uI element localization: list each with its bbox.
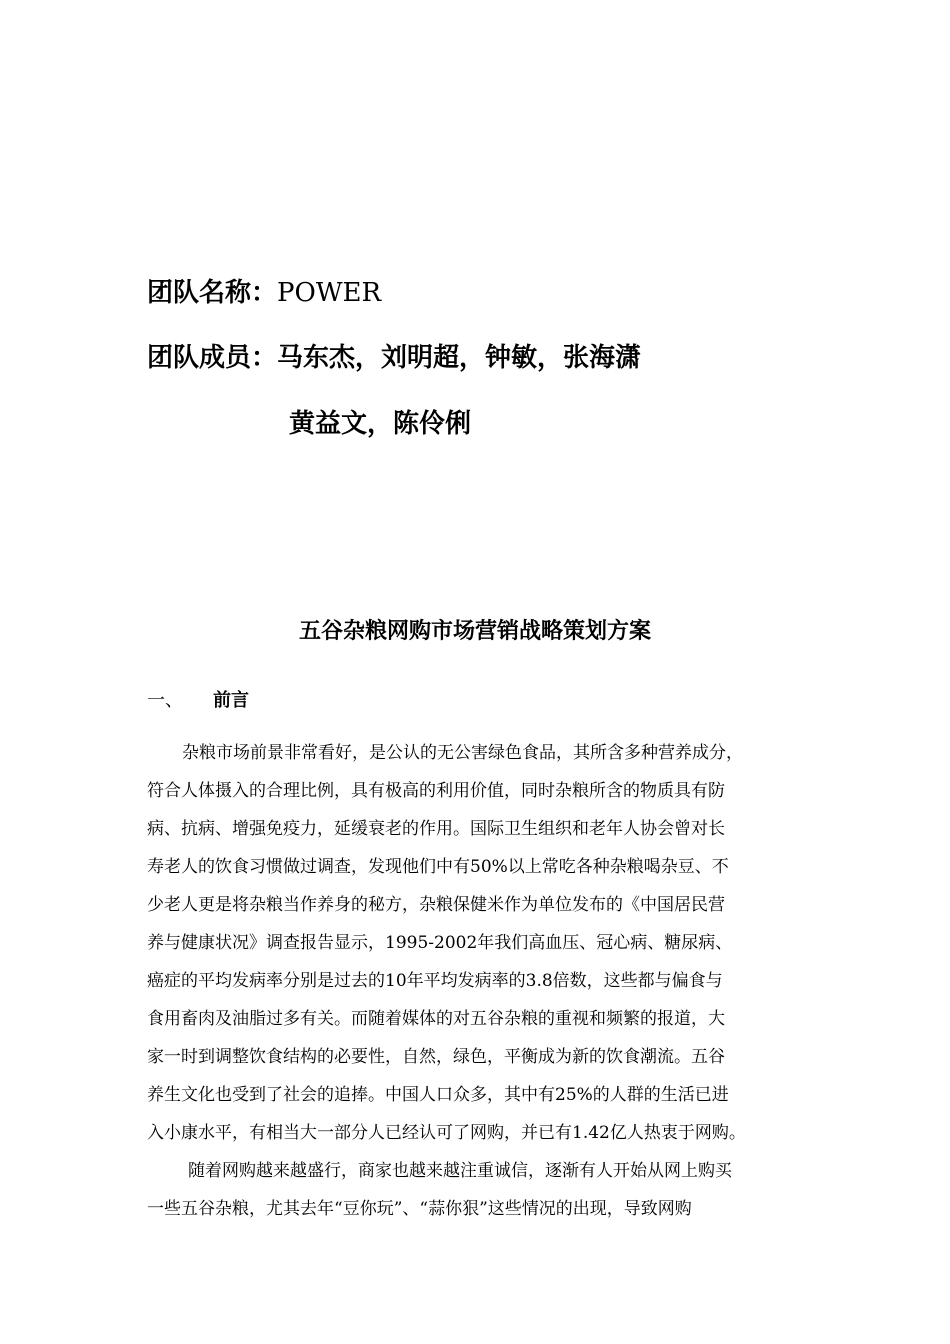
paragraph-line: 一些五谷杂粮，尤其去年“豆你玩”、“蒜你狠”这些情况的出现，导致网购 <box>147 1199 692 1219</box>
paragraph-line: 病、抗病、增强免疫力，延缓衰老的作用。国际卫生组织和老年人协会曾对长 <box>147 819 725 839</box>
paragraph-line: 养与健康状况》调查报告显示，1995-2002年我们高血压、冠心病、糖尿病、 <box>147 933 733 953</box>
team-members-continuation: 黄益文，陈伶俐 <box>289 409 472 439</box>
section-number: 一、 <box>147 690 183 711</box>
team-members-label: 团队成员： <box>147 343 278 373</box>
paragraph-line: 食用畜肉及油脂过多有关。而随着媒体的对五谷杂粮的重视和频繁的报道，大 <box>147 1009 725 1029</box>
paragraph-line: 家一时到调整饮食结构的必要性，自然，绿色，平衡成为新的饮食潮流。五谷 <box>147 1047 725 1067</box>
team-name-value: POWER <box>277 278 382 308</box>
paragraph-line: 符合人体摄入的合理比例，具有极高的利用价值，同时杂粮所含的物质具有防 <box>147 781 725 801</box>
paragraph-line: 养生文化也受到了社会的追捧。中国人口众多，其中有25%的人群的生活已进 <box>147 1085 729 1105</box>
paragraph-line: 癌症的平均发病率分别是过去的10年平均发病率的3.8倍数，这些都与偏食与 <box>147 971 723 991</box>
team-members-line <box>147 342 641 374</box>
section-title: 前言 <box>213 690 249 711</box>
paragraph-line: 随着网购越来越盛行，商家也越来越注重诚信，逐渐有人开始从网上购买 <box>188 1161 732 1181</box>
section-heading-preface <box>147 688 249 714</box>
team-name-label: 团队名称： <box>147 278 278 308</box>
paragraph-line: 寿老人的饮食习惯做过调查，发现他们中有50%以上常吃各种杂粮喝杂豆、不 <box>147 857 729 877</box>
paragraph-line: 少老人更是将杂粮当作养身的秘方，杂粮保健米作为单位发布的《中国居民营 <box>147 895 725 915</box>
team-members-value-1: 马东杰，刘明超，钟敏，张海潇 <box>277 343 642 373</box>
paragraph-line: 杂粮市场前景非常看好，是公认的无公害绿色食品，其所含多种营养成分， <box>182 743 743 763</box>
team-name-line <box>147 277 381 309</box>
document-title: 五谷杂粮网购市场营销战略策划方案 <box>298 619 651 644</box>
paragraph-line: 入小康水平，有相当大一部分人已经认可了网购，并已有1.42亿人热衷于网购。 <box>147 1123 746 1143</box>
